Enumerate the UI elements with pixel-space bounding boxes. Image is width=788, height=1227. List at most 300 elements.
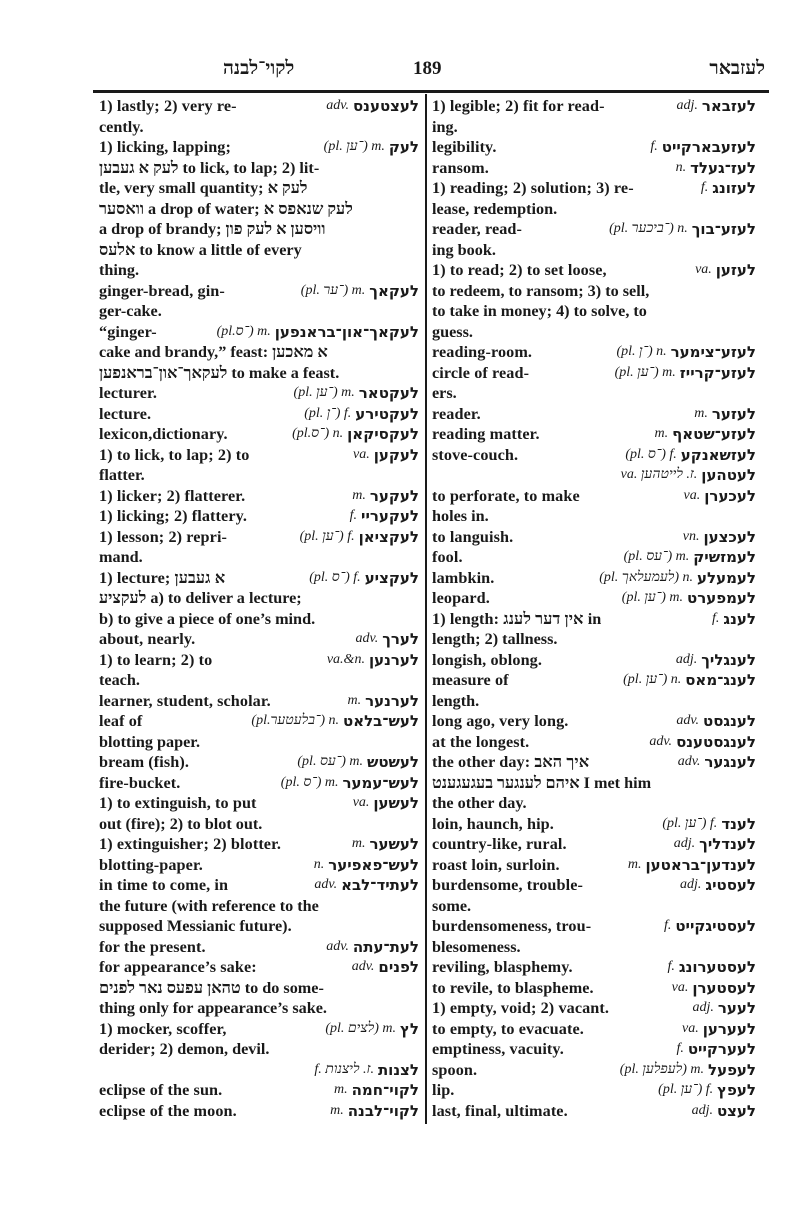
entry-headword: לעפעל <box>708 1060 756 1079</box>
entry-text: thing. <box>99 261 140 279</box>
entry-grammar: adj. <box>691 1102 713 1118</box>
entry-grammar: (pl. ־ן) f. <box>304 405 352 421</box>
entry-grammar: f. <box>712 610 720 626</box>
entry-headword: לעזעבארקייט <box>661 138 756 156</box>
entry-grammar: va. <box>353 446 370 462</box>
entry-text: to redeem, to ransom; 3) to sell, <box>432 281 650 300</box>
entry-grammar: m. <box>352 487 366 503</box>
entry-headword: לעצט <box>716 1101 756 1120</box>
dictionary-entry <box>432 96 756 117</box>
dictionary-entry <box>99 957 419 978</box>
entry-definition: “ginger- <box>99 322 157 341</box>
entry-headword: לעמעלע <box>697 568 756 587</box>
entry-definition: leaf of <box>99 712 143 730</box>
entry-continuation <box>432 301 756 322</box>
entry-definition: 1) legible; 2) fit for read- <box>432 97 605 115</box>
entry-definition: 1) extinguisher; 2) blotter. <box>99 835 282 853</box>
entry-headword: לקוי־לבנה <box>347 1101 419 1120</box>
entry-definition: reviling, blasphemy. <box>432 958 573 976</box>
dictionary-entry <box>432 1039 756 1060</box>
entry-headword: לעז־געלד <box>690 158 756 177</box>
entry-continuation <box>99 199 419 220</box>
entry-text: blesomeness. <box>432 937 521 956</box>
entry-grammar: (pl. ־ען) m. <box>621 590 683 605</box>
dictionary-entry <box>432 1101 756 1122</box>
entry-definition: at the longest. <box>432 732 530 751</box>
entry-headword: לערנען <box>368 650 419 669</box>
entry-grammar: va. <box>682 1020 699 1036</box>
entry-headword: לעזבאר <box>701 97 756 115</box>
dictionary-entry <box>432 855 756 876</box>
entry-grammar: adj. <box>692 1000 714 1015</box>
entry-headword: לקוי־חמה <box>351 1081 419 1099</box>
dictionary-entry <box>99 691 419 712</box>
entry-grammar: (pl.־ס) m. <box>216 323 271 339</box>
entry-grammar: (pl. ־ען) f. <box>662 815 718 831</box>
entry-grammar: adv. <box>314 877 338 892</box>
entry-text: holes in. <box>432 507 489 525</box>
dictionary-entry <box>432 814 756 835</box>
entry-text: tle, very small quantity; לעק א <box>99 179 308 197</box>
dictionary-entry <box>99 486 419 507</box>
entry-continuation <box>432 281 756 302</box>
entry-continuation <box>432 383 756 404</box>
entry-grammar: m. <box>347 692 362 708</box>
running-header <box>95 58 765 88</box>
entry-text: ger-cake. <box>99 302 162 320</box>
entry-grammar: (pl. ־ען) n. <box>623 672 682 687</box>
entry-definition: 1) empty, void; 2) vacant. <box>432 999 610 1017</box>
entry-definition: eclipse of the moon. <box>99 1101 237 1120</box>
dictionary-entry <box>432 957 756 978</box>
dictionary-entry <box>432 547 756 568</box>
entry-text: out (fire); 2) to blot out. <box>99 814 263 833</box>
entry-continuation <box>432 896 756 917</box>
entry-definition: long ago, very long. <box>432 712 569 730</box>
entry-text: flatter. <box>99 466 145 484</box>
entry-text: mand. <box>99 548 143 566</box>
entry-headword: לעסטערונג <box>678 958 756 976</box>
dictionary-entry <box>99 568 419 589</box>
entry-headword: לעזע־קרייז <box>679 363 756 382</box>
entry-definition: ginger-bread, gin- <box>99 281 225 300</box>
entry-text: supposed Messianic future). <box>99 917 292 935</box>
entry-grammar: (pl. ־ס) f. <box>625 446 677 462</box>
entry-grammar: va. ז. לייטהען. <box>620 467 698 482</box>
entry-text: lease, redemption. <box>432 199 558 218</box>
dictionary-entry <box>99 711 419 732</box>
entry-text: cently. <box>99 117 144 136</box>
dictionary-entry <box>99 773 419 794</box>
entry-text: טהאן עפעס נאר לפנים to do some- <box>99 978 324 997</box>
entry-headword: לעקער <box>369 486 419 505</box>
entry-definition: lecturer. <box>99 384 157 402</box>
entry-headword: לעת־עתה <box>352 937 419 956</box>
right-column <box>432 96 756 1121</box>
dictionary-entry <box>99 506 419 527</box>
entry-continuation <box>99 219 419 240</box>
entry-grammar: (pl. ־ען) f. <box>299 528 355 544</box>
entry-definition: lip. <box>432 1081 455 1099</box>
entry-grammar: f. ז. ליצנות. <box>314 1061 374 1077</box>
entry-grammar: (pl. ־ען) m. <box>323 139 385 154</box>
dictionary-entry <box>99 875 419 896</box>
entry-text: teach. <box>99 671 140 689</box>
entry-headword: לעקציאן <box>358 527 419 546</box>
entry-text: ers. <box>432 384 457 402</box>
dictionary-entry <box>432 998 756 1019</box>
entry-continuation <box>432 240 756 261</box>
entry-text: some. <box>432 896 472 915</box>
header-rule <box>93 90 769 93</box>
entry-definition: 1) mocker, scoffer, <box>99 1019 227 1038</box>
dictionary-entry <box>99 322 419 343</box>
entry-definition: emptiness, vacuity. <box>432 1040 564 1058</box>
entry-definition: to empty, to evacuate. <box>432 1019 584 1038</box>
entry-continuation <box>432 629 756 650</box>
dictionary-entry <box>432 158 756 179</box>
entry-headword: לעק <box>388 138 419 156</box>
entry-definition: 1) lastly; 2) very re- <box>99 97 237 115</box>
dictionary-entry <box>99 281 419 302</box>
entry-definition: ransom. <box>432 158 489 177</box>
entry-headword: לעער <box>717 999 756 1017</box>
entry-definition: for appearance’s sake: <box>99 958 257 976</box>
entry-text: thing only for appearance’s sake. <box>99 999 327 1017</box>
dictionary-entry <box>99 1060 419 1081</box>
entry-continuation <box>432 506 756 527</box>
entry-continuation <box>99 260 419 281</box>
dictionary-entry <box>432 711 756 732</box>
entry-text: derider; 2) demon, devil. <box>99 1040 270 1058</box>
entry-continuation <box>99 978 419 999</box>
entry-headword: לעקטאר <box>358 384 419 402</box>
entry-grammar: m. <box>694 405 708 421</box>
entry-text: blotting paper. <box>99 732 201 751</box>
entry-headword: לעסטיג <box>705 876 756 894</box>
entry-headword: לפנים <box>378 958 419 976</box>
entry-definition: 1) licking; 2) flattery. <box>99 507 248 525</box>
entry-grammar: (pl. ־ן) n. <box>616 344 667 359</box>
entry-headword: לערנער <box>365 691 419 710</box>
dictionary-entry <box>432 670 756 691</box>
entry-definition: for the present. <box>99 937 206 956</box>
entry-headword: לענדליך <box>699 835 756 853</box>
entry-headword: לענד <box>721 814 756 833</box>
entry-grammar: f. <box>700 180 709 195</box>
dictionary-entry <box>99 793 419 814</box>
entry-headword: לץ <box>400 1019 419 1038</box>
entry-headword: לעערען <box>702 1019 756 1038</box>
dictionary-entry <box>432 1080 756 1101</box>
entry-headword: לעמפערט <box>687 589 756 607</box>
dictionary-entry <box>432 752 756 773</box>
entry-headword: לענדען־בראטען <box>645 855 756 874</box>
entry-grammar: (pl. ־ס) m. <box>280 774 339 790</box>
dictionary-entry <box>99 834 419 855</box>
entry-grammar: (pl. ־עס) m. <box>297 754 363 769</box>
entry-headword: לעקציע <box>364 568 419 587</box>
entry-grammar: adv. <box>326 98 349 113</box>
dictionary-entry <box>432 424 756 445</box>
entry-definition: loin, haunch, hip. <box>432 814 554 833</box>
entry-definition: longish, oblong. <box>432 650 543 669</box>
entry-grammar: (pl.־ס) n. <box>292 426 344 441</box>
entry-definition: fire-bucket. <box>99 773 181 792</box>
entry-headword: לעשער <box>369 835 419 853</box>
dictionary-entry <box>432 219 756 240</box>
entry-headword: לעערקייט <box>687 1040 756 1058</box>
entry-headword: לעש־עמער <box>342 773 419 792</box>
entry-grammar: (pl. לעפלען) m. <box>619 1061 704 1077</box>
dictionary-entry <box>432 650 756 671</box>
entry-grammar: (pl. ־ען) f. <box>658 1082 714 1097</box>
entry-definition: reader. <box>432 404 481 423</box>
entry-text: cake and brandy,” feast: א מאכען <box>99 343 328 361</box>
dictionary-entry <box>99 424 419 445</box>
entry-text: לעקאך־און־בראנפען to make a feast. <box>99 363 340 382</box>
entry-grammar: (pl.־בלעטער) n. <box>251 713 339 728</box>
entry-text: the other day. <box>432 794 527 812</box>
entry-continuation <box>99 588 419 609</box>
entry-continuation <box>99 814 419 835</box>
entry-headword: לעפץ <box>717 1081 756 1099</box>
entry-headword: לענג <box>723 609 756 628</box>
entry-headword: לענגסטענס <box>676 732 756 751</box>
entry-grammar: m. <box>333 1082 348 1097</box>
entry-text: to take in money; 4) to solve, to <box>432 302 647 320</box>
entry-continuation <box>99 670 419 691</box>
dictionary-entry <box>432 465 756 486</box>
entry-headword: לעקטירע <box>355 404 419 423</box>
entry-continuation <box>99 998 419 1019</box>
dictionary-entry <box>99 383 419 404</box>
entry-continuation <box>99 609 419 630</box>
entry-headword: לעזע־בוך <box>691 220 756 238</box>
dictionary-entry <box>99 96 419 117</box>
entry-grammar: (pl. ־עס) m. <box>623 549 690 564</box>
entry-grammar: adj. <box>676 98 698 113</box>
dictionary-entry <box>432 445 756 466</box>
entry-grammar: adj. <box>673 836 696 851</box>
entry-continuation <box>99 342 419 363</box>
dictionary-entry <box>432 916 756 937</box>
dictionary-entry <box>432 363 756 384</box>
entry-definition: spoon. <box>432 1060 478 1079</box>
entry-headword: לעזונג <box>712 179 756 197</box>
entry-definition: last, final, ultimate. <box>432 1101 568 1120</box>
entry-definition: reading matter. <box>432 425 540 443</box>
entry-grammar: adv. <box>351 959 375 974</box>
entry-headword: לעקאך־און־בראנפען <box>274 322 419 341</box>
entry-continuation <box>99 363 419 384</box>
entry-grammar: m. <box>627 856 642 872</box>
entry-headword: לעשטש <box>366 753 419 771</box>
dictionary-entry <box>432 137 756 158</box>
entry-grammar: va.&n. <box>326 651 365 667</box>
entry-definition: 1) licker; 2) flatterer. <box>99 486 246 505</box>
dictionary-entry <box>432 875 756 896</box>
entry-grammar: adv. <box>649 733 673 749</box>
entry-continuation <box>432 199 756 220</box>
entry-headword: לענגליך <box>701 650 756 669</box>
entry-definition: country-like, rural. <box>432 835 567 853</box>
entry-grammar: (pl. לצים) m. <box>325 1020 396 1036</box>
entry-text: ing. <box>432 117 458 136</box>
entry-grammar: (pl. לעמעלאך) n. <box>599 569 694 585</box>
entry-definition: the other day: איך האב <box>432 753 590 771</box>
entry-headword: לענגסט <box>703 712 756 730</box>
entry-definition: 1) length: אין דער לענג in <box>432 609 602 628</box>
entry-grammar: n. <box>313 856 325 872</box>
dictionary-entry <box>432 834 756 855</box>
entry-definition: lambkin. <box>432 568 495 587</box>
entry-text: לעקציע a) to deliver a lecture; <box>99 589 302 607</box>
entry-headword: לעכערן <box>704 486 756 505</box>
entry-headword: לעשען <box>373 794 419 812</box>
entry-definition: bream (fish). <box>99 753 190 771</box>
entry-headword: לעש־פאפיער <box>328 855 419 874</box>
dictionary-entry <box>99 137 419 158</box>
left-guide-word: לקוי־לבנה <box>223 58 295 79</box>
entry-definition: roast loin, surloin. <box>432 855 560 874</box>
right-guide-word: לעזבאר <box>709 58 765 79</box>
entry-continuation <box>432 322 756 343</box>
entry-continuation <box>99 240 419 261</box>
entry-continuation <box>99 301 419 322</box>
entry-grammar: m. <box>351 836 366 851</box>
dictionary-entry <box>432 342 756 363</box>
entry-text: b) to give a piece of one’s mind. <box>99 609 316 628</box>
entry-grammar: f. <box>676 1041 684 1056</box>
entry-text: וואסער a drop of water; לעק שנאפס א <box>99 199 353 218</box>
entry-continuation <box>99 916 419 937</box>
entry-grammar: f. <box>650 139 658 154</box>
entry-definition: legibility. <box>432 138 497 156</box>
entry-definition: fool. <box>432 548 463 566</box>
entry-grammar: (pl. ־ס) f. <box>309 569 361 585</box>
left-column <box>99 96 419 1121</box>
entry-headword: לעזער <box>711 404 756 423</box>
entry-headword: לעזשאנקע <box>680 445 756 464</box>
entry-continuation <box>99 465 419 486</box>
dictionary-entry <box>99 404 419 425</box>
dictionary-entry <box>432 486 756 507</box>
dictionary-entry <box>432 404 756 425</box>
entry-definition: lexicon,dictionary. <box>99 425 228 443</box>
entry-definition: 1) lecture; א געבען <box>99 568 226 587</box>
entry-continuation <box>99 158 419 179</box>
entry-definition: to perforate, to make <box>432 486 580 505</box>
entry-grammar: adv. <box>677 754 701 769</box>
entry-grammar: (pl. ־ביכער) n. <box>609 221 688 236</box>
entry-continuation <box>99 178 419 199</box>
dictionary-entry <box>432 588 756 609</box>
entry-grammar: va. <box>683 487 701 503</box>
entry-grammar: f. <box>667 959 675 974</box>
entry-definition: about, nearly. <box>99 630 196 648</box>
entry-grammar: adv. <box>676 713 700 728</box>
entry-definition: to languish. <box>432 527 514 546</box>
entry-definition: burdensomeness, trou- <box>432 917 592 935</box>
entry-headword: לעזען <box>715 261 756 279</box>
entry-definition: lecture. <box>99 404 152 423</box>
entry-grammar: adv. <box>355 631 379 646</box>
dictionary-entry <box>99 937 419 958</box>
entry-definition: stove-couch. <box>432 445 519 464</box>
dictionary-entry <box>432 527 756 548</box>
entry-continuation <box>432 117 756 138</box>
entry-grammar: n. <box>675 159 687 175</box>
entry-text: length; 2) tallness. <box>432 630 558 648</box>
entry-definition: 1) to extinguish, to put <box>99 794 257 812</box>
entry-headword: לעש־בלאט <box>343 712 419 730</box>
entry-text: a drop of brandy; וויסען א לעק פון <box>99 220 326 238</box>
entry-definition: measure of <box>432 671 509 689</box>
entry-headword: לעקאך <box>369 281 419 300</box>
dictionary-entry <box>99 650 419 671</box>
entry-definition: 1) reading; 2) solution; 3) re- <box>432 179 634 197</box>
entry-continuation <box>432 937 756 958</box>
dictionary-entry <box>99 445 419 466</box>
column-divider <box>425 94 427 1124</box>
entry-definition: 1) to read; 2) to set loose, <box>432 261 607 279</box>
entry-headword: לעסטיגקייט <box>675 917 756 935</box>
entry-headword: לערך <box>382 630 419 648</box>
entry-text: ing book. <box>432 240 496 259</box>
entry-text: אלעס to know a little of every <box>99 240 302 259</box>
entry-continuation <box>432 691 756 712</box>
page-number: 189 <box>413 58 442 79</box>
entry-definition: 1) lesson; 2) repri- <box>99 527 228 546</box>
entry-text: length. <box>432 691 480 710</box>
entry-grammar: vn. <box>682 528 700 544</box>
entry-continuation <box>99 547 419 568</box>
entry-grammar: f. <box>663 918 672 933</box>
dictionary-entry <box>432 1019 756 1040</box>
entry-headword: לענג־מאס <box>685 671 756 689</box>
entry-continuation <box>99 117 419 138</box>
dictionary-entry <box>432 178 756 199</box>
dictionary-entry <box>99 1101 419 1122</box>
entry-definition: in time to come, in <box>99 876 229 894</box>
entry-headword: לעתיד־לבא <box>341 876 419 894</box>
entry-definition: 1) to learn; 2) to <box>99 650 213 669</box>
entry-grammar: (pl. ־ער) m. <box>300 282 366 298</box>
entry-grammar: adj. <box>680 877 702 892</box>
entry-definition: 1) licking, lapping; <box>99 138 231 156</box>
entry-headword: לעטהען <box>701 466 756 484</box>
entry-continuation <box>432 773 756 794</box>
dictionary-entry <box>99 752 419 773</box>
entry-grammar: (pl. ־ען) m. <box>293 385 355 400</box>
dictionary-entry <box>99 527 419 548</box>
entry-headword: לעכצען <box>703 527 756 546</box>
entry-definition: blotting-paper. <box>99 855 203 874</box>
entry-definition: reader, read- <box>432 220 523 238</box>
dictionary-entry <box>99 1019 419 1040</box>
entry-continuation <box>99 732 419 753</box>
entry-headword: לעצטענס <box>352 97 419 115</box>
dictionary-entry <box>432 978 756 999</box>
entry-definition: 1) to lick, to lap; 2) to <box>99 445 250 464</box>
entry-headword: לעמזשיק <box>693 548 756 566</box>
entry-continuation <box>99 896 419 917</box>
entry-grammar: adj. <box>675 651 698 667</box>
entry-definition: learner, student, scholar. <box>99 691 271 710</box>
entry-text: איהם לענגער בעגעגענט I met him <box>432 773 652 792</box>
entry-definition: burdensome, trouble- <box>432 876 583 894</box>
